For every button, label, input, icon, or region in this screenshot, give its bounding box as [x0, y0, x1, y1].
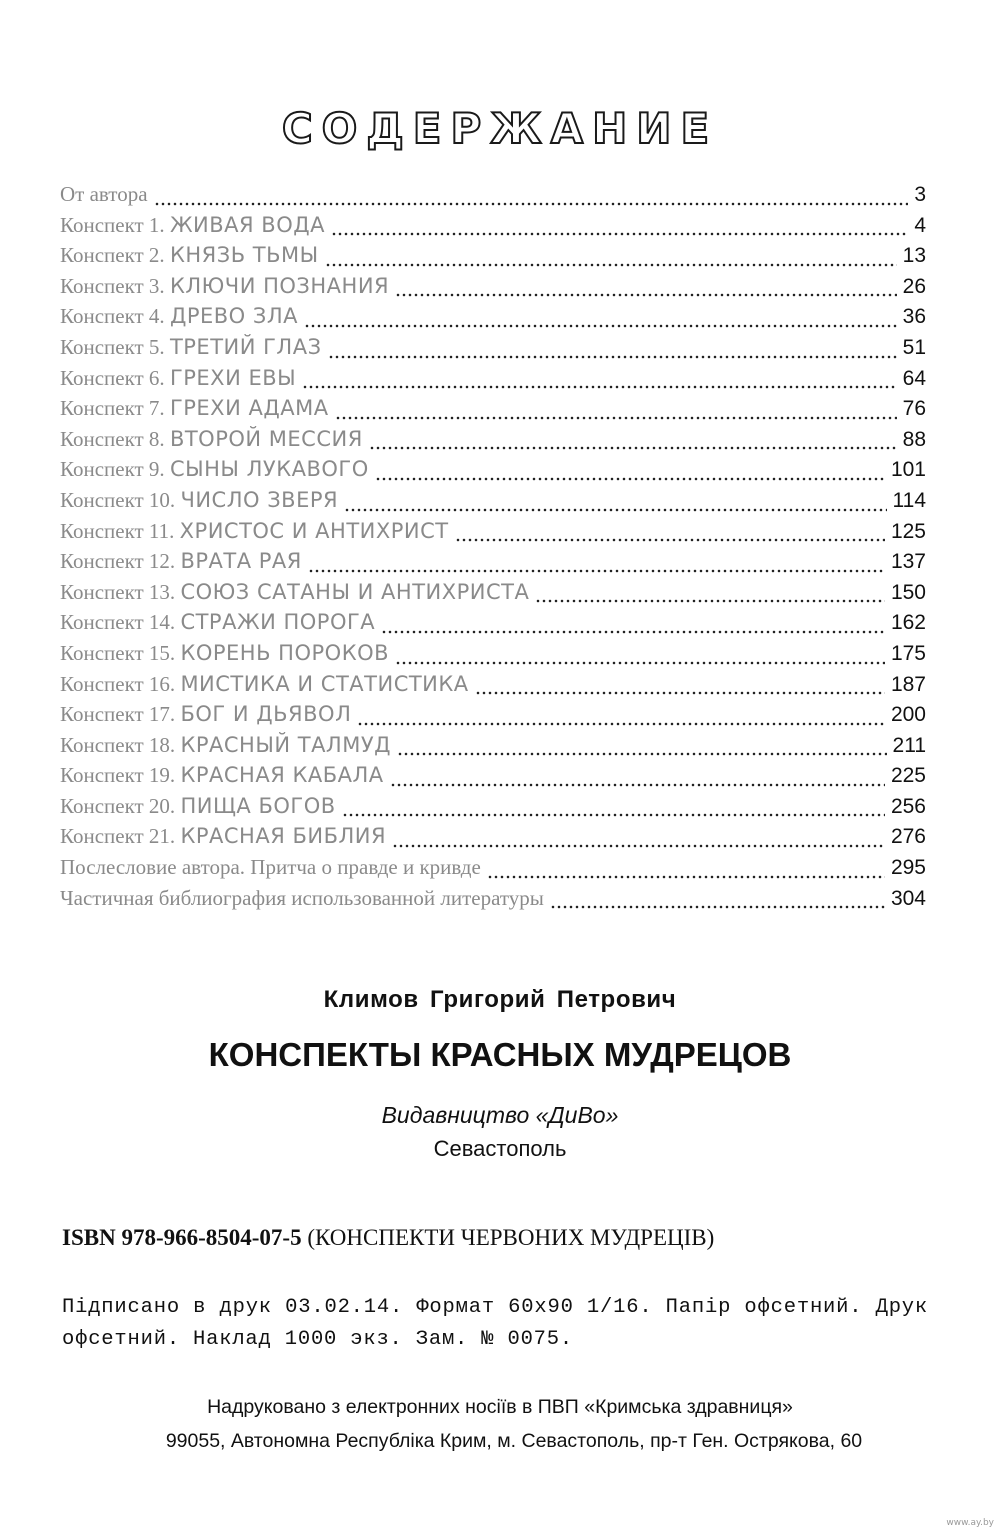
- toc-entry-label: [60, 886, 544, 911]
- toc-page-number: 51: [902, 335, 926, 359]
- toc-page-number: 211: [892, 733, 926, 757]
- toc-dot-leader: [342, 813, 885, 817]
- book-title: КОНСПЕКТЫ КРАСНЫХ МУДРЕЦОВ: [208, 1036, 792, 1073]
- toc-row: [60, 182, 926, 213]
- toc-entry-prefix: Конспект 5.: [60, 334, 170, 359]
- toc-row: [60, 488, 926, 519]
- toc-entry-chapter: ВТОРОЙ МЕССИЯ: [169, 426, 363, 451]
- toc-row: [60, 824, 926, 855]
- toc-dot-leader: [335, 416, 897, 420]
- toc-page-number: 137: [890, 550, 926, 574]
- toc-entry-chapter: ЧИСЛО ЗВЕРЯ: [180, 487, 339, 512]
- toc-entry-prefix: Конспект 1.: [60, 212, 170, 237]
- toc-entry-chapter: СОЮЗ САТАНЫ И АНТИХРИСТА: [180, 579, 530, 604]
- toc-entry-prefix: Конспект 8.: [60, 426, 170, 451]
- isbn-number: ISBN 978-966-8504-07-5: [62, 1225, 302, 1250]
- toc-entry-chapter: КРАСНАЯ КАБАЛА: [180, 763, 384, 788]
- toc-dot-leader: [357, 722, 885, 726]
- toc-entry-prefix: Конспект 14.: [60, 610, 181, 635]
- toc-page-number: 304: [890, 886, 926, 910]
- toc-page-number: 101: [890, 458, 926, 482]
- toc-entry-chapter: КРАСНЫЙ ТАЛМУД: [180, 732, 392, 757]
- toc-dot-leader: [304, 324, 897, 328]
- toc-dot-leader: [344, 508, 886, 512]
- toc-entry-prefix: Конспект 18.: [60, 732, 181, 757]
- toc-entry-chapter: КНЯЗЬ ТЬМЫ: [169, 243, 319, 268]
- toc-entry-prefix: Конспект 7.: [60, 396, 170, 421]
- toc-entry-prefix: Конспект 17.: [60, 702, 181, 727]
- toc-entry-chapter: ЖИВАЯ ВОДА: [169, 212, 326, 237]
- toc-page-number: 200: [890, 703, 926, 727]
- toc-entry-prefix: Конспект 10.: [60, 487, 181, 512]
- toc-page-number: 76: [902, 397, 926, 421]
- toc-entry-chapter: ХРИСТОС И АНТИХРИСТ: [179, 518, 449, 543]
- toc-entry-prefix: Конспект 9.: [60, 457, 170, 482]
- toc-entry-chapter: КЛЮЧИ ПОЗНАНИЯ: [169, 273, 390, 298]
- toc-row: [60, 733, 926, 764]
- toc-entry-chapter: ТРЕТИЙ ГЛАЗ: [169, 334, 322, 359]
- toc-entry-chapter: КРАСНАЯ БИБЛИЯ: [180, 824, 387, 849]
- publisher-city: Севастополь: [433, 1136, 567, 1161]
- toc-page-number: 125: [890, 519, 926, 543]
- table-of-contents: [60, 182, 926, 916]
- toc-entry-prefix: Конспект 20.: [60, 793, 181, 818]
- toc-row: [60, 427, 926, 458]
- toc-entry-label: [60, 488, 338, 513]
- toc-entry-label: [60, 243, 319, 268]
- toc-dot-leader: [308, 569, 885, 573]
- toc-dot-leader: [395, 661, 885, 665]
- publisher: Видавництво «ДиВо»: [381, 1102, 619, 1128]
- toc-dot-leader: [550, 905, 885, 909]
- toc-entry-label: [60, 672, 469, 697]
- toc-row: [60, 457, 926, 488]
- toc-row: [60, 672, 926, 703]
- toc-entry-label: [60, 580, 529, 605]
- toc-page-number: 225: [890, 764, 926, 788]
- toc-page-number: 114: [892, 488, 926, 512]
- toc-row: [60, 549, 926, 580]
- toc-entry-label: [60, 335, 322, 360]
- toc-dot-leader: [302, 385, 896, 389]
- toc-entry-prefix: От автора: [60, 182, 148, 206]
- toc-row: [60, 855, 926, 886]
- toc-title: СОДЕРЖАНИЕ: [281, 104, 719, 153]
- toc-row: [60, 213, 926, 244]
- author-name: Климов Григорий Петрович: [323, 986, 677, 1013]
- toc-page-number: 64: [902, 366, 926, 390]
- toc-dot-leader: [375, 477, 885, 481]
- toc-entry-prefix: Конспект 6.: [60, 365, 170, 390]
- toc-dot-leader: [535, 599, 885, 603]
- toc-entry-prefix: Конспект 11.: [60, 518, 180, 543]
- toc-entry-prefix: Конспект 12.: [60, 549, 181, 574]
- printer-address: 99055, Автономна Республіка Крим, м. Севастополь, пр-т Ген. Острякова, 60: [165, 1430, 863, 1452]
- toc-dot-leader: [328, 355, 897, 359]
- toc-dot-leader: [331, 232, 908, 236]
- toc-page-number: 276: [890, 825, 926, 849]
- toc-entry-prefix: Конспект 2.: [60, 243, 170, 268]
- toc-page-number: 4: [914, 213, 926, 237]
- toc-entry-label: [60, 733, 391, 758]
- toc-entry-chapter: МИСТИКА И СТАТИСТИКА: [180, 671, 469, 696]
- toc-entry-prefix: Конспект 15.: [60, 640, 181, 665]
- toc-page-number: 13: [902, 244, 926, 268]
- toc-dot-leader: [487, 875, 885, 879]
- toc-page-number: 162: [890, 611, 926, 635]
- toc-row: [60, 274, 926, 305]
- toc-row: [60, 335, 926, 366]
- toc-entry-label: [60, 274, 389, 299]
- toc-row: [60, 763, 926, 794]
- toc-dot-leader: [369, 446, 897, 450]
- toc-row: [60, 610, 926, 641]
- imprint-details: Підписано в друк 03.02.14. Формат 60х90 1/16. Папір офсетний. Друк офсетний. Наклад 1000 экз. Зам. № 0075.: [62, 1296, 928, 1351]
- toc-entry-label: [60, 457, 369, 482]
- toc-entry-label: [60, 519, 449, 544]
- toc-entry-chapter: ПИЩА БОГОВ: [180, 793, 336, 818]
- toc-entry-label: [60, 427, 363, 452]
- toc-row: [60, 886, 926, 917]
- toc-row: [60, 580, 926, 611]
- toc-entry-label: [60, 702, 351, 727]
- toc-page-number: 26: [902, 274, 926, 298]
- isbn-line: [62, 1225, 714, 1251]
- toc-row: [60, 243, 926, 274]
- toc-dot-leader: [397, 752, 886, 756]
- toc-page-number: 36: [902, 305, 926, 329]
- toc-entry-chapter: ГРЕХИ АДАМА: [169, 396, 329, 421]
- printer-line: Надруковано з електронних носіїв в ПВП «Кримська здравниця»: [207, 1396, 793, 1418]
- toc-page-number: 150: [890, 580, 926, 604]
- toc-entry-prefix: Конспект 3.: [60, 273, 170, 298]
- toc-page-number: 88: [902, 427, 926, 451]
- toc-entry-label: [60, 824, 386, 849]
- toc-row: [60, 641, 926, 672]
- toc-entry-label: [60, 182, 148, 207]
- toc-entry-label: [60, 304, 298, 329]
- toc-row: [60, 396, 926, 427]
- toc-page-number: 295: [890, 856, 926, 880]
- toc-row: [60, 366, 926, 397]
- toc-entry-chapter: ГРЕХИ ЕВЫ: [169, 365, 297, 390]
- toc-entry-label: [60, 641, 389, 666]
- toc-row: [60, 794, 926, 825]
- toc-entry-chapter: СЫНЫ ЛУКАВОГО: [169, 457, 369, 482]
- toc-entry-label: [60, 855, 481, 880]
- toc-entry-chapter: ДРЕВО ЗЛА: [169, 304, 299, 329]
- watermark: www.ay.by: [946, 1518, 994, 1528]
- toc-dot-leader: [392, 844, 885, 848]
- toc-entry-label: [60, 396, 329, 421]
- toc-row: [60, 702, 926, 733]
- toc-dot-leader: [381, 630, 885, 634]
- toc-dot-leader: [390, 783, 885, 787]
- toc-entry-label: [60, 763, 384, 788]
- toc-entry-prefix: Конспект 21.: [60, 824, 181, 849]
- toc-page-number: 175: [890, 641, 926, 665]
- toc-page-number: 187: [890, 672, 926, 696]
- toc-dot-leader: [395, 293, 897, 297]
- toc-entry-prefix: Конспект 13.: [60, 579, 181, 604]
- toc-dot-leader: [455, 538, 885, 542]
- toc-row: [60, 519, 926, 550]
- toc-dot-leader: [475, 691, 885, 695]
- toc-page-number: 3: [914, 183, 926, 206]
- toc-entry-label: [60, 549, 302, 574]
- toc-entry-prefix: Конспект 16.: [60, 671, 181, 696]
- isbn-title: (КОНСПЕКТИ ЧЕРВОНИХ МУДРЕЦІВ): [301, 1225, 715, 1250]
- toc-entry-prefix: Конспект 19.: [60, 763, 181, 788]
- toc-entry-prefix: Конспект 4.: [60, 304, 170, 329]
- toc-entry-chapter: СТРАЖИ ПОРОГА: [180, 610, 376, 635]
- toc-entry-chapter: КОРЕНЬ ПОРОКОВ: [180, 640, 390, 665]
- toc-entry-prefix: Частичная библиография использованной литературы: [60, 885, 544, 910]
- toc-entry-label: [60, 213, 325, 238]
- toc-dot-leader: [154, 202, 909, 206]
- toc-entry-label: [60, 794, 336, 819]
- toc-entry-label: [60, 610, 375, 635]
- toc-entry-label: [60, 366, 296, 391]
- toc-entry-prefix: Послесловие автора. Притча о правде и кривде: [60, 855, 481, 880]
- toc-entry-chapter: БОГ И ДЬЯВОЛ: [180, 702, 352, 727]
- toc-dot-leader: [325, 263, 897, 267]
- toc-page-number: 256: [890, 794, 926, 818]
- toc-entry-chapter: ВРАТА РАЯ: [180, 549, 302, 574]
- toc-row: [60, 304, 926, 335]
